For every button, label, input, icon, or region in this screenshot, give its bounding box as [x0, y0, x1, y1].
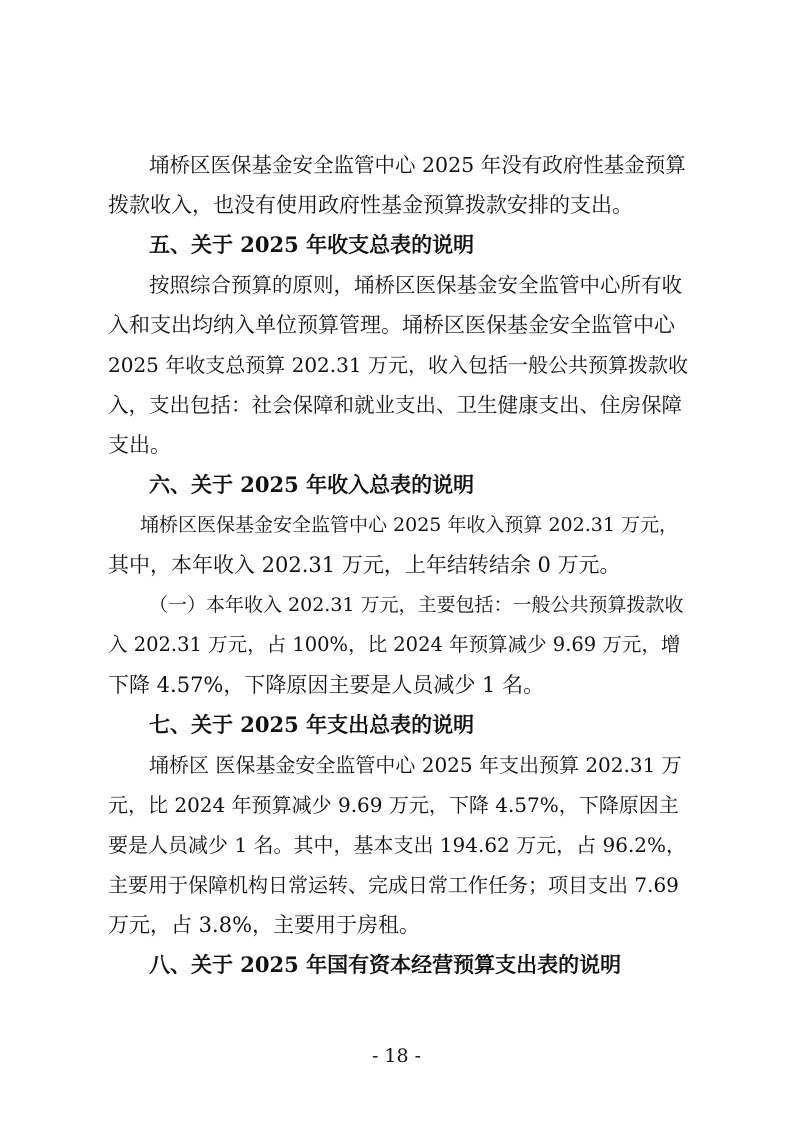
body-line: 按照综合预算的原则，埇桥区医保基金安全监管中心所有收: [149, 273, 682, 297]
body-line: 主要用于保障机构日常运转、完成日常工作任务；项目支出 7.69: [108, 873, 679, 897]
body-line: 入和支出均纳入单位预算管理。埇桥区医保基金安全监管中心: [108, 313, 675, 337]
body-line: 拨款收入，也没有使用政府性基金预算拨款安排的支出。: [108, 193, 633, 217]
body-line: 埇桥区医保基金安全监管中心 2025 年收入预算 202.31 万元，: [140, 514, 678, 536]
section-heading: 七、关于 2025 年支出总表的说明: [149, 712, 475, 737]
body-line: （一）本年收入 202.31 万元，主要包括：一般公共预算拨款收: [149, 594, 684, 616]
body-line: 入 202.31 万元，占 100%，比 2024 年预算减少 9.69 万元，增: [108, 633, 681, 656]
body-line: 支出。: [108, 433, 171, 457]
body-line: 下降 4.57%，下降原因主要是人员减少 1 名。: [108, 673, 545, 697]
body-line: 埇桥区 医保基金安全监管中心 2025 年支出预算 202.31 万: [149, 753, 682, 777]
body-line: 万元，占 3.8%，主要用于房租。: [108, 913, 421, 937]
section-heading: 五、关于 2025 年收支总表的说明: [149, 232, 475, 257]
body-line: 2025 年收支总预算 202.31 万元，收入包括一般公共预算拨款收: [108, 353, 688, 377]
body-line: 元，比 2024 年预算减少 9.69 万元，下降 4.57%，下降原因主: [108, 793, 679, 817]
section-heading: 八、关于 2025 年国有资本经营预算支出表的说明: [149, 952, 622, 977]
section-heading: 六、关于 2025 年收入总表的说明: [149, 472, 475, 497]
page-number: - 18 -: [371, 1045, 422, 1067]
body-line: 入，支出包括：社会保障和就业支出、卫生健康支出、住房保障: [108, 393, 682, 417]
body-line: 要是人员减少 1 名。其中，基本支出 194.62 万元，占 96.2%，: [108, 833, 687, 857]
body-line: 其中，本年收入 202.31 万元，上年结转结余 0 万元。: [108, 553, 621, 577]
body-line: 埇桥区医保基金安全监管中心 2025 年没有政府性基金预算: [149, 153, 686, 177]
